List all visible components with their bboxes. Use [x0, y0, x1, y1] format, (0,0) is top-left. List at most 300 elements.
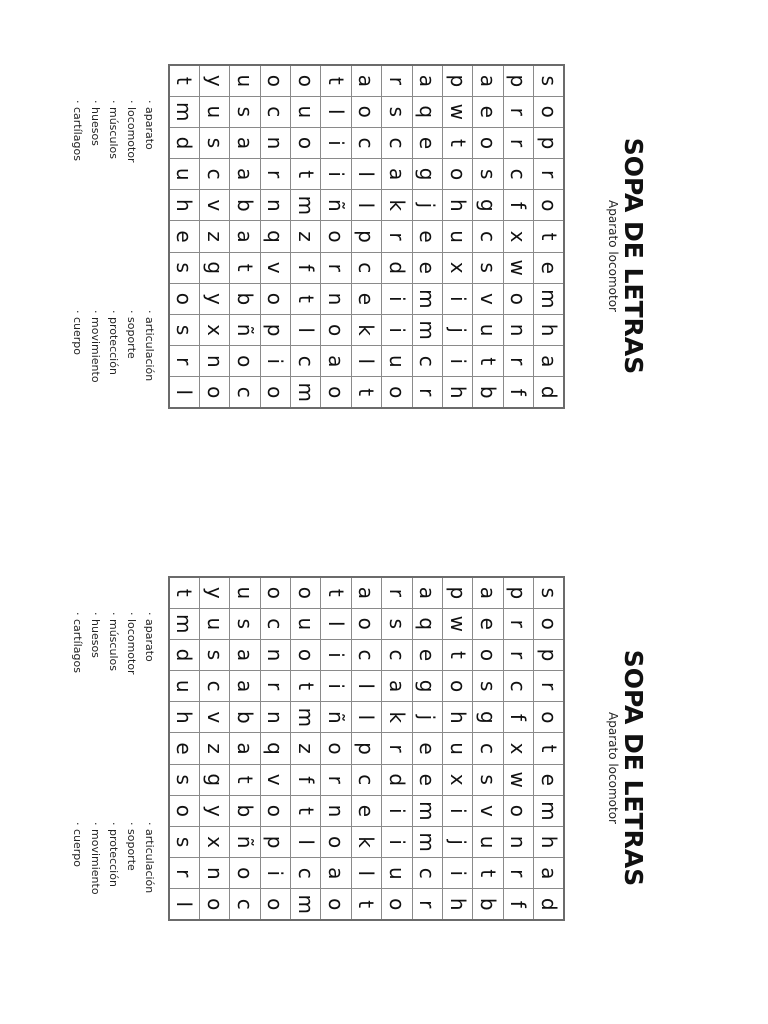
worksheet-title: SOPA DE LETRAS — [619, 137, 648, 375]
grid-row — [169, 65, 199, 408]
grid-cell: a — [230, 639, 260, 670]
grid-cell: c — [412, 346, 442, 377]
grid-row — [442, 65, 472, 408]
grid-cell: m — [290, 889, 320, 920]
grid-cell: o — [321, 733, 351, 764]
grid-cell: c — [473, 221, 503, 252]
grid-cell: m — [290, 190, 320, 221]
word-list-item: · articulación — [140, 822, 158, 972]
grid-cell: l — [321, 96, 351, 127]
grid-cell: e — [473, 96, 503, 127]
grid-cell: f — [290, 252, 320, 283]
grid-cell: r — [534, 159, 564, 190]
grid-cell: g — [473, 190, 503, 221]
grid-cell: ñ — [321, 702, 351, 733]
grid-cell: o — [230, 346, 260, 377]
grid-cell: d — [169, 127, 199, 158]
worksheet-title: SOPA DE LETRAS — [619, 649, 648, 887]
grid-cell: o — [321, 377, 351, 408]
grid-cell: m — [290, 702, 320, 733]
grid-cell: o — [321, 889, 351, 920]
grid-cell: m — [412, 795, 442, 826]
grid-cell: e — [534, 252, 564, 283]
grid-cell: n — [260, 190, 290, 221]
grid-row — [473, 65, 503, 408]
word-list-item: · soporte — [122, 310, 140, 460]
grid-cell: o — [290, 577, 320, 608]
grid-cell: w — [442, 96, 472, 127]
grid-cell: c — [230, 377, 260, 408]
grid-cell: s — [169, 827, 199, 858]
grid-cell: f — [290, 764, 320, 795]
grid-cell: y — [199, 283, 229, 314]
grid-cell: i — [442, 858, 472, 889]
grid-row — [290, 65, 320, 408]
grid-cell: p — [260, 827, 290, 858]
grid-cell: z — [199, 221, 229, 252]
grid-cell: z — [290, 221, 320, 252]
grid-cell: p — [503, 577, 533, 608]
grid-cell: c — [290, 346, 320, 377]
grid-cell: h — [534, 315, 564, 346]
grid-cell: m — [169, 96, 199, 127]
grid-cell: o — [169, 795, 199, 826]
grid-cell: o — [442, 671, 472, 702]
grid-cell: r — [503, 96, 533, 127]
grid-cell: i — [321, 127, 351, 158]
grid-cell: a — [351, 577, 381, 608]
word-list-item: · locomotor — [122, 612, 140, 762]
grid-cell: m — [412, 283, 442, 314]
grid-cell: ñ — [230, 315, 260, 346]
grid-cell: s — [199, 639, 229, 670]
grid-cell: e — [534, 764, 564, 795]
grid-cell: k — [351, 315, 381, 346]
grid-cell: r — [503, 858, 533, 889]
grid-cell: c — [290, 858, 320, 889]
grid-cell: c — [260, 608, 290, 639]
grid-row — [290, 577, 320, 920]
grid-row — [534, 65, 564, 408]
grid-cell: u — [290, 608, 320, 639]
grid-cell: o — [290, 65, 320, 96]
word-list-item: · cartílagos — [68, 612, 86, 762]
worksheet-subtitle: Aparato locomotor — [606, 712, 620, 824]
grid-row — [199, 65, 229, 408]
grid-cell: a — [382, 159, 412, 190]
grid-cell: c — [199, 159, 229, 190]
worksheet-bottom — [0, 512, 768, 1024]
grid-cell: k — [382, 702, 412, 733]
grid-cell: t — [534, 733, 564, 764]
grid-cell: w — [442, 608, 472, 639]
word-list-column-1 — [68, 612, 158, 762]
word-list-item: · huesos — [86, 100, 104, 250]
grid-cell: h — [169, 702, 199, 733]
grid-cell: r — [321, 252, 351, 283]
grid-cell: x — [199, 315, 229, 346]
grid-cell: y — [199, 65, 229, 96]
grid-cell: t — [290, 283, 320, 314]
grid-cell: n — [260, 127, 290, 158]
worksheet-subtitle: Aparato locomotor — [606, 200, 620, 312]
grid-cell: x — [199, 827, 229, 858]
grid-cell: p — [260, 315, 290, 346]
grid-cell: e — [412, 764, 442, 795]
grid-cell: i — [382, 795, 412, 826]
grid-cell: s — [534, 577, 564, 608]
grid-cell: p — [503, 65, 533, 96]
grid-cell: d — [534, 377, 564, 408]
grid-cell: v — [473, 795, 503, 826]
grid-cell: o — [260, 795, 290, 826]
grid-cell: i — [382, 315, 412, 346]
grid-cell: a — [412, 65, 442, 96]
grid-cell: v — [199, 190, 229, 221]
word-list-item: · aparato — [140, 100, 158, 250]
grid-cell: r — [169, 346, 199, 377]
grid-cell: u — [382, 858, 412, 889]
word-list-item: · soporte — [122, 822, 140, 972]
grid-cell: s — [382, 96, 412, 127]
grid-row — [473, 577, 503, 920]
grid-cell: x — [503, 733, 533, 764]
grid-cell: m — [534, 795, 564, 826]
grid-row — [230, 65, 260, 408]
grid-cell: l — [321, 608, 351, 639]
grid-cell: o — [351, 608, 381, 639]
word-list-item: · cuerpo — [68, 822, 86, 972]
grid-cell: r — [534, 671, 564, 702]
grid-cell: d — [534, 889, 564, 920]
grid-cell: q — [412, 96, 442, 127]
grid-cell: t — [442, 127, 472, 158]
grid-cell: u — [230, 65, 260, 96]
grid-cell: u — [199, 96, 229, 127]
grid-cell: s — [382, 608, 412, 639]
grid-cell: h — [442, 190, 472, 221]
letter-grid — [168, 576, 565, 921]
grid-row — [260, 65, 290, 408]
word-list — [68, 100, 158, 460]
grid-cell: m — [412, 315, 442, 346]
grid-cell: q — [412, 608, 442, 639]
grid-cell: l — [351, 671, 381, 702]
grid-row — [412, 577, 442, 920]
grid-cell: a — [321, 858, 351, 889]
grid-cell: u — [230, 577, 260, 608]
grid-cell: o — [260, 65, 290, 96]
grid-row — [351, 65, 381, 408]
grid-cell: t — [321, 577, 351, 608]
grid-cell: r — [382, 733, 412, 764]
grid-cell: g — [473, 702, 503, 733]
grid-cell: o — [260, 889, 290, 920]
grid-cell: l — [169, 377, 199, 408]
grid-cell: s — [473, 159, 503, 190]
grid-cell: s — [473, 671, 503, 702]
grid-cell: f — [503, 702, 533, 733]
grid-cell: b — [230, 283, 260, 314]
grid-cell: h — [169, 190, 199, 221]
grid-cell: u — [290, 96, 320, 127]
word-list-column-2 — [68, 310, 158, 460]
grid-cell: d — [382, 252, 412, 283]
grid-cell: v — [473, 283, 503, 314]
worksheet-rotated-content — [0, 512, 768, 1024]
grid-cell: a — [321, 346, 351, 377]
grid-cell: r — [503, 346, 533, 377]
grid-cell: o — [290, 639, 320, 670]
grid-row — [169, 577, 199, 920]
grid-row — [230, 577, 260, 920]
grid-cell: r — [503, 608, 533, 639]
grid-cell: r — [382, 221, 412, 252]
grid-cell: c — [230, 889, 260, 920]
grid-cell: r — [382, 65, 412, 96]
grid-cell: o — [321, 315, 351, 346]
grid-cell: d — [169, 639, 199, 670]
grid-cell: l — [290, 827, 320, 858]
grid-cell: i — [382, 827, 412, 858]
grid-cell: i — [260, 346, 290, 377]
grid-cell: o — [260, 377, 290, 408]
grid-cell: e — [412, 221, 442, 252]
grid-cell: t — [230, 764, 260, 795]
grid-cell: h — [442, 377, 472, 408]
grid-cell: u — [382, 346, 412, 377]
grid-cell: s — [473, 764, 503, 795]
grid-cell: p — [534, 639, 564, 670]
grid-cell: o — [382, 889, 412, 920]
grid-cell: c — [351, 639, 381, 670]
grid-cell: a — [473, 577, 503, 608]
grid-cell: p — [534, 127, 564, 158]
grid-cell: a — [412, 577, 442, 608]
grid-cell: n — [199, 346, 229, 377]
grid-cell: r — [503, 639, 533, 670]
grid-cell: t — [230, 252, 260, 283]
letter-grid — [168, 64, 565, 409]
grid-cell: o — [199, 377, 229, 408]
grid-cell: u — [199, 608, 229, 639]
grid-cell: a — [230, 159, 260, 190]
grid-row — [199, 577, 229, 920]
grid-row — [382, 577, 412, 920]
grid-cell: k — [382, 190, 412, 221]
grid-cell: b — [473, 377, 503, 408]
grid-cell: l — [290, 315, 320, 346]
grid-cell: t — [473, 346, 503, 377]
grid-cell: w — [503, 764, 533, 795]
word-list — [68, 612, 158, 972]
grid-cell: t — [534, 221, 564, 252]
grid-cell: b — [230, 702, 260, 733]
grid-cell: o — [503, 795, 533, 826]
grid-cell: j — [442, 827, 472, 858]
grid-cell: s — [169, 315, 199, 346]
grid-cell: o — [169, 283, 199, 314]
grid-cell: s — [473, 252, 503, 283]
grid-cell: b — [473, 889, 503, 920]
grid-cell: e — [473, 608, 503, 639]
grid-cell: d — [382, 764, 412, 795]
grid-cell: u — [473, 827, 503, 858]
grid-row — [382, 65, 412, 408]
grid-cell: r — [260, 671, 290, 702]
grid-cell: f — [503, 190, 533, 221]
grid-cell: j — [412, 702, 442, 733]
grid-cell: c — [351, 127, 381, 158]
grid-cell: c — [382, 639, 412, 670]
grid-cell: l — [351, 858, 381, 889]
grid-cell: s — [169, 252, 199, 283]
grid-cell: o — [230, 858, 260, 889]
grid-cell: o — [260, 283, 290, 314]
grid-cell: c — [503, 159, 533, 190]
grid-cell: w — [503, 252, 533, 283]
grid-cell: r — [169, 858, 199, 889]
grid-cell: u — [442, 733, 472, 764]
grid-cell: m — [534, 283, 564, 314]
grid-row — [534, 577, 564, 920]
grid-cell: e — [351, 795, 381, 826]
grid-cell: o — [534, 190, 564, 221]
grid-cell: r — [382, 577, 412, 608]
grid-cell: b — [230, 795, 260, 826]
grid-cell: l — [351, 190, 381, 221]
grid-cell: h — [442, 702, 472, 733]
grid-cell: n — [260, 639, 290, 670]
grid-row — [321, 577, 351, 920]
grid-cell: v — [260, 764, 290, 795]
grid-cell: a — [230, 671, 260, 702]
grid-cell: o — [199, 889, 229, 920]
grid-cell: n — [503, 827, 533, 858]
grid-row — [321, 65, 351, 408]
grid-cell: a — [230, 733, 260, 764]
word-list-item: · locomotor — [122, 100, 140, 250]
grid-cell: c — [412, 858, 442, 889]
grid-cell: o — [290, 127, 320, 158]
grid-cell: m — [412, 827, 442, 858]
grid-cell: l — [351, 702, 381, 733]
grid-cell: o — [260, 577, 290, 608]
grid-cell: a — [230, 221, 260, 252]
grid-cell: t — [169, 65, 199, 96]
word-list-item: · huesos — [86, 612, 104, 762]
word-list-item: · músculos — [104, 612, 122, 762]
grid-cell: r — [321, 764, 351, 795]
grid-cell: ñ — [230, 827, 260, 858]
grid-cell: o — [473, 639, 503, 670]
grid-cell: a — [382, 671, 412, 702]
grid-cell: t — [442, 639, 472, 670]
grid-cell: t — [321, 65, 351, 96]
grid-row — [503, 65, 533, 408]
grid-cell: ñ — [321, 190, 351, 221]
grid-cell: l — [169, 889, 199, 920]
grid-cell: u — [169, 671, 199, 702]
grid-cell: i — [260, 858, 290, 889]
grid-cell: n — [503, 315, 533, 346]
word-list-column-1 — [68, 100, 158, 250]
word-list-item: · movimiento — [86, 822, 104, 972]
grid-cell: z — [290, 733, 320, 764]
grid-cell: o — [534, 702, 564, 733]
grid-cell: j — [412, 190, 442, 221]
grid-cell: g — [412, 671, 442, 702]
grid-cell: h — [442, 889, 472, 920]
grid-cell: l — [351, 346, 381, 377]
grid-cell: b — [230, 190, 260, 221]
grid-cell: c — [351, 764, 381, 795]
grid-cell: x — [442, 764, 472, 795]
grid-cell: v — [199, 702, 229, 733]
grid-cell: r — [412, 377, 442, 408]
grid-cell: k — [351, 827, 381, 858]
grid-cell: p — [351, 221, 381, 252]
grid-cell: i — [321, 159, 351, 190]
grid-cell: p — [442, 65, 472, 96]
grid-cell: o — [442, 159, 472, 190]
word-list-item: · cartílagos — [68, 100, 86, 250]
grid-cell: o — [321, 827, 351, 858]
grid-row — [412, 65, 442, 408]
grid-cell: i — [442, 346, 472, 377]
grid-cell: i — [321, 639, 351, 670]
word-list-item: · músculos — [104, 100, 122, 250]
grid-cell: s — [199, 127, 229, 158]
grid-cell: a — [534, 346, 564, 377]
grid-cell: e — [412, 127, 442, 158]
grid-cell: x — [503, 221, 533, 252]
grid-cell: e — [412, 733, 442, 764]
grid-cell: j — [442, 315, 472, 346]
grid-cell: r — [412, 889, 442, 920]
grid-cell: u — [473, 315, 503, 346]
word-list-item: · protección — [104, 822, 122, 972]
grid-cell: g — [199, 764, 229, 795]
grid-cell: t — [351, 889, 381, 920]
grid-cell: i — [382, 283, 412, 314]
grid-cell: o — [382, 377, 412, 408]
grid-cell: t — [290, 795, 320, 826]
grid-cell: o — [473, 127, 503, 158]
grid-cell: i — [442, 283, 472, 314]
word-list-item: · articulación — [140, 310, 158, 460]
grid-cell: n — [321, 795, 351, 826]
grid-cell: i — [442, 795, 472, 826]
grid-cell: t — [169, 577, 199, 608]
word-list-item: · protección — [104, 310, 122, 460]
word-list-item: · movimiento — [86, 310, 104, 460]
grid-cell: e — [169, 733, 199, 764]
grid-cell: c — [351, 252, 381, 283]
grid-cell: x — [442, 252, 472, 283]
grid-cell: l — [351, 159, 381, 190]
grid-cell: o — [351, 96, 381, 127]
grid-row — [260, 577, 290, 920]
grid-cell: o — [534, 608, 564, 639]
grid-cell: t — [473, 858, 503, 889]
grid-cell: s — [169, 764, 199, 795]
grid-cell: t — [351, 377, 381, 408]
grid-cell: r — [503, 127, 533, 158]
grid-cell: a — [534, 858, 564, 889]
grid-cell: e — [169, 221, 199, 252]
grid-cell: m — [169, 608, 199, 639]
